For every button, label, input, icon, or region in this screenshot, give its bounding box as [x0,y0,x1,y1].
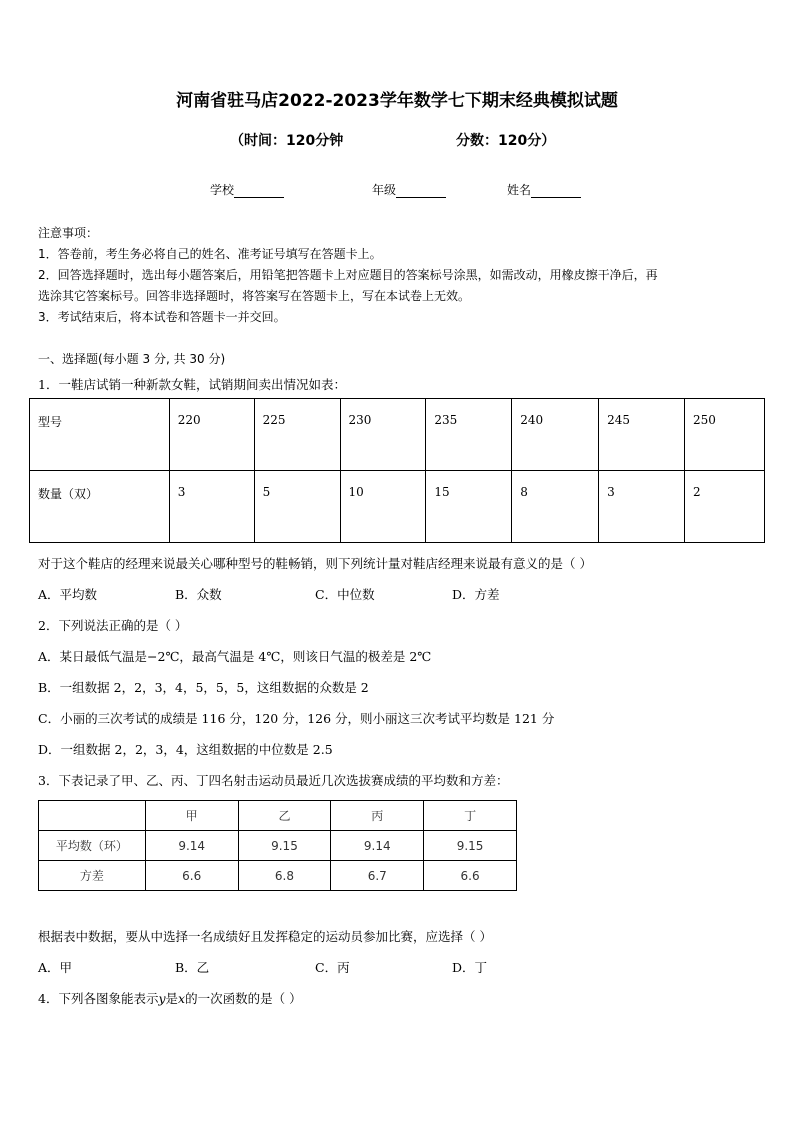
table-cell: 225 [254,399,340,471]
school-field [210,181,284,198]
table-cell: 丁 [424,801,517,831]
page-title: 河南省驻马店2022-2023学年数学七下期末经典模拟试题 [176,91,618,111]
table-row [30,399,765,471]
table-row [39,801,517,831]
q3-stem: 3．下表记录了甲、乙、丙、丁四名射击运动员最近几次选拔赛成绩的平均数和方差： [38,773,509,788]
q2-option-c[interactable]: C．小丽的三次考试的成绩是 116 分，120 分，126 分，则小丽这三次考试平均数是 121 分 [38,711,555,726]
q2-option-a[interactable]: A．某日最低气温是−2℃，最高气温是 4℃，则该日气温的极差是 2℃ [38,649,432,664]
table-cell: 乙 [238,801,331,831]
table-cell: 平均数（环） [39,831,146,861]
name-label: 姓名 [507,183,532,197]
table-cell: 9.14 [145,831,238,861]
grade-blank[interactable] [396,185,446,198]
table-cell: 6.6 [424,861,517,891]
table-cell: 甲 [145,801,238,831]
table-cell: 230 [340,399,426,471]
table-row [39,831,517,861]
section-heading: 一、选择题(每小题 3 分, 共 30 分) [38,352,226,366]
notice-item-3: 3．考试结束后，将本试卷和答题卡一并交回。 [38,310,286,324]
table-cell: 2 [685,471,765,543]
table-cell [39,801,146,831]
q4-var-x: x [178,991,186,1006]
table-cell: 10 [340,471,426,543]
q4-stem-mid: 是 [165,991,179,1006]
q2-option-d[interactable]: D．一组数据 2，2，3，4，这组数据的中位数是 2.5 [38,742,333,757]
table-cell: 8 [512,471,599,543]
table-row [39,861,517,891]
table-cell: 245 [599,399,685,471]
table-cell: 型号 [30,399,170,471]
table-cell: 9.14 [331,831,424,861]
q3-option-a[interactable]: A．甲 [38,960,73,975]
q4-stem-start: 4．下列各图象能表示 [38,991,159,1006]
score-label: 分数：120分） [456,133,556,149]
table-cell: 15 [426,471,512,543]
q1-option-b[interactable]: B．众数 [175,587,222,602]
table-cell: 240 [512,399,599,471]
table-cell: 9.15 [424,831,517,861]
q3-table [38,800,517,891]
q1-stem: 1．一鞋店试销一种新款女鞋，试销期间卖出情况如表： [38,377,346,392]
q3-option-c[interactable]: C．丙 [315,960,350,975]
notice-item-2: 2．回答选择题时，选出每小题答案后，用铅笔把答题卡上对应题目的答案标号涂黑，如需改动，用橡皮擦干净后，再 [38,268,658,282]
q4-var-y: y [158,991,166,1006]
q3-option-b[interactable]: B．乙 [175,960,210,975]
q4-stem-end: 的一次函数的是（ ） [185,991,302,1006]
table-cell: 5 [254,471,340,543]
q1-option-c[interactable]: C．中位数 [315,587,375,602]
notice-item-2-cont: 选涂其它答案标号。回答非选择题时，将答案写在答题卡上，写在本试卷上无效。 [38,289,471,303]
table-cell: 数量（双） [30,471,170,543]
q3-question: 根据表中数据，要从中选择一名成绩好且发挥稳定的运动员参加比赛，应选择（ ） [38,929,492,944]
school-label: 学校 [210,183,235,197]
name-field [507,181,581,198]
q4-stem [38,989,302,1007]
table-cell: 方差 [39,861,146,891]
grade-label: 年级 [372,183,397,197]
table-cell: 丙 [331,801,424,831]
table-cell: 220 [169,399,254,471]
notice-heading: 注意事项： [38,226,99,240]
table-row [30,471,765,543]
q2-option-b[interactable]: B．一组数据 2，2，3，4，5，5，5，这组数据的众数是 2 [38,680,369,695]
time-label: （时间：120分钟 [230,133,344,149]
q1-option-d[interactable]: D．方差 [452,587,500,602]
q1-question: 对于这个鞋店的经理来说最关心哪种型号的鞋畅销，则下列统计量对鞋店经理来说最有意义的是（ ） [38,556,592,571]
table-cell: 235 [426,399,512,471]
school-blank[interactable] [234,185,284,198]
name-blank[interactable] [531,185,581,198]
q3-option-d[interactable]: D．丁 [452,960,488,975]
table-cell: 3 [599,471,685,543]
q1-option-a[interactable]: A．平均数 [38,587,98,602]
grade-field [372,181,446,198]
table-cell: 3 [169,471,254,543]
table-cell: 6.8 [238,861,331,891]
table-cell: 6.6 [145,861,238,891]
table-cell: 9.15 [238,831,331,861]
table-cell: 250 [685,399,765,471]
q2-stem: 2．下列说法正确的是（ ） [38,618,188,633]
notice-item-1: 1．答卷前，考生务必将自己的姓名、准考证号填写在答题卡上。 [38,247,382,261]
table-cell: 6.7 [331,861,424,891]
q1-table [29,398,765,543]
